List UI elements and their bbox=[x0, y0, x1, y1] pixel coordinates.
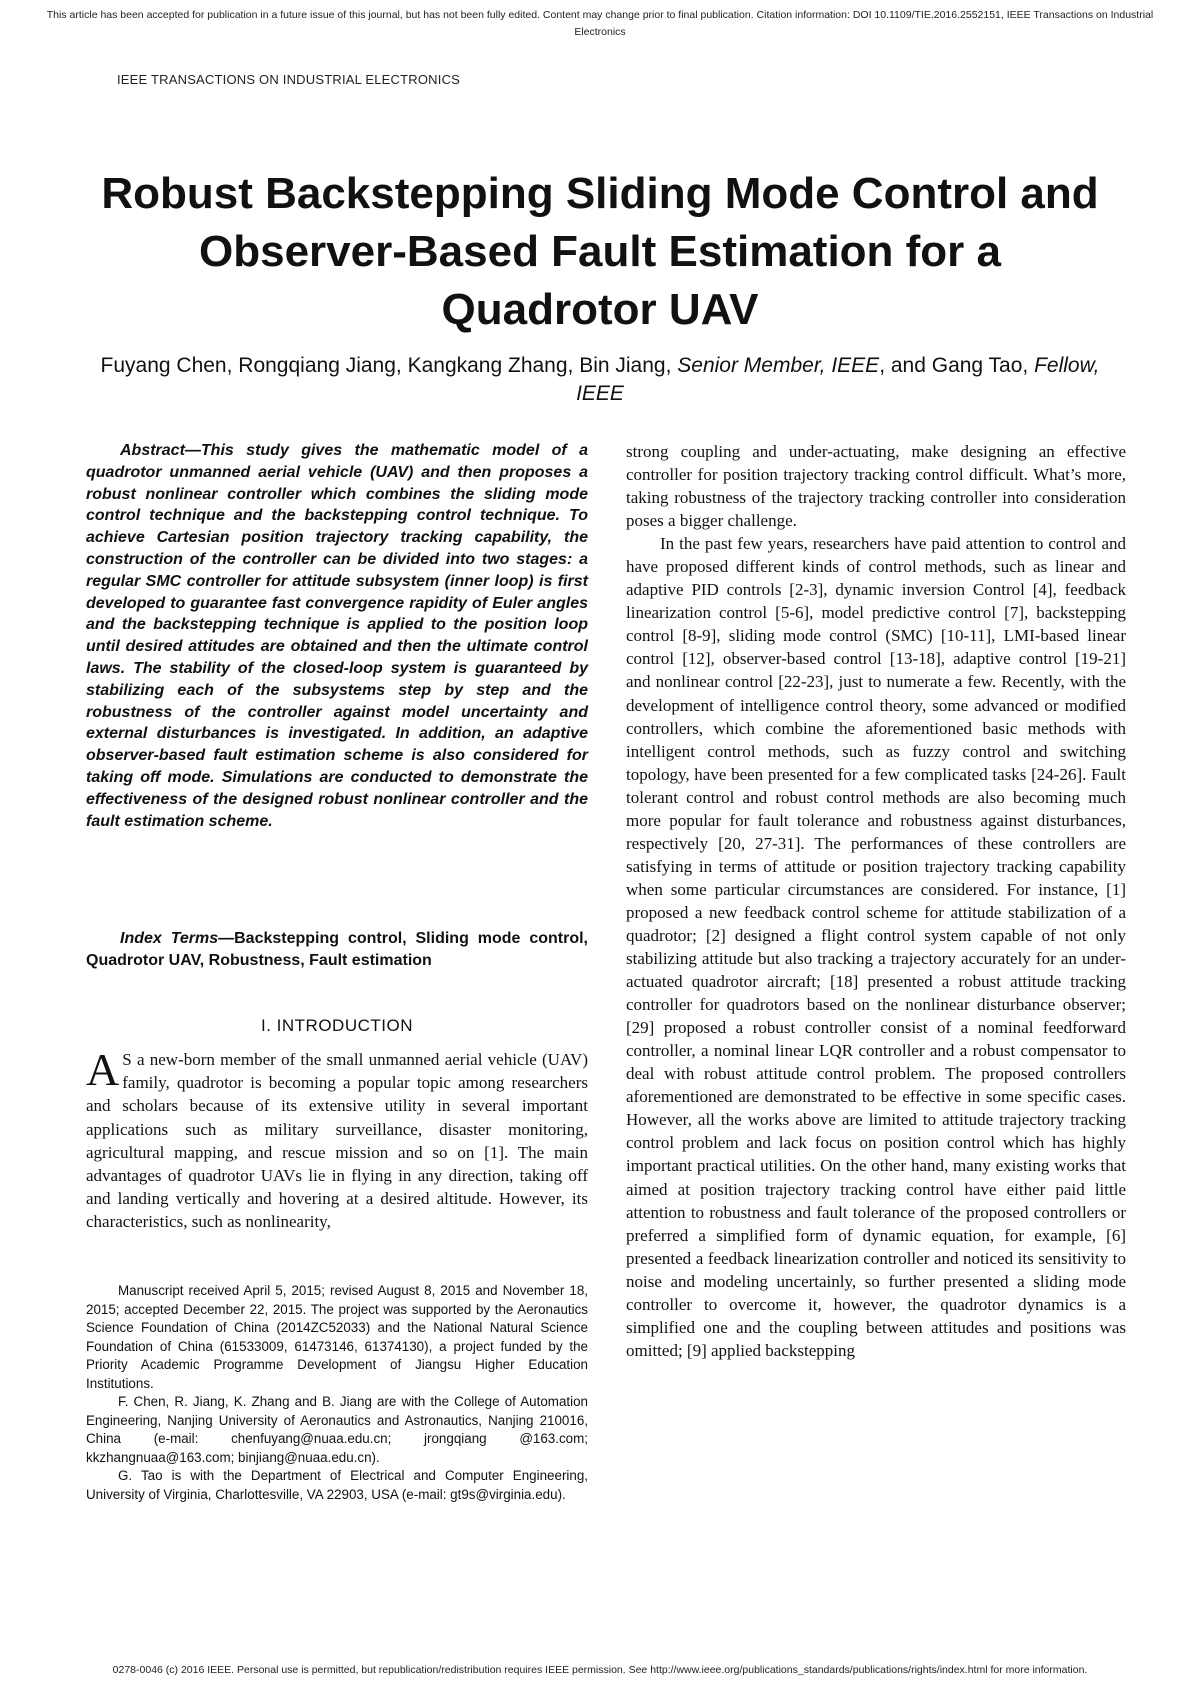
authors-part-1: Fuyang Chen, Rongqiang Jiang, Kangkang Zhang, Bin Jiang, bbox=[100, 354, 678, 377]
footnote-block bbox=[86, 1282, 588, 1504]
index-terms bbox=[86, 928, 588, 972]
index-terms-label: Index Terms— bbox=[120, 930, 235, 947]
index-terms-text: Backstepping control, Sliding mode control, Quadrotor UAV, Robustness, Fault estimation bbox=[86, 930, 588, 969]
footnote-manuscript: Manuscript received April 5, 2015; revised August 8, 2015 and November 18, 2015; accepted December 22, 2015. The project was supported by the Aeronautics Science Foundation of China (2014ZC52033) and the National Natural Science Foundation of China (61533009, 61473146, 61374130), a project funded by the Priority Academic Programme Development of Jiangsu Higher Education Institutions. bbox=[86, 1283, 588, 1391]
footnote-affiliation-uva: G. Tao is with the Department of Electrical and Computer Engineering, University of Virginia, Charlottesville, VA 22903, USA (e-mail: gt9s@virginia.edu). bbox=[86, 1468, 588, 1502]
footnote-affiliation-nuaa: F. Chen, R. Jiang, K. Zhang and B. Jiang are with the College of Automation Engineering, Nanjing University of Aeronautics and Astronautics, Nanjing 210016, China (e-mail: chenfuyang@nuaa.edu.cn; jrongqiang @163.com; kkzhangnuaa@163.com; binjiang@nuaa.edu.cn). bbox=[86, 1394, 588, 1465]
drop-cap: A bbox=[86, 1044, 120, 1095]
right-column-paragraph-2: In the past few years, researchers have paid attention to control and have proposed different kinds of control methods, such as linear and adaptive PID controls [2-3], dynamic inversion Control [4], feedback linearization control [5-6], model predictive control [7], backstepping control [8-9], sliding mode control (SMC) [10-11], LMI-based linear control [12], observer-based control [13-18], adaptive control [19-21] and nonlinear control [22-23], just to numerate a few. Recently, with the development of intelligence control theory, some advanced or modified controllers, which combine the aforementioned basic methods with intelligent control methods, such as fuzzy control and switching topology, have been presented for a few complicated tasks [24-26]. Fault tolerant control and robust control methods are also becoming much more popular for fault tolerance and robustness against disturbances, respectively [20, 27-31]. The performances of these controllers are satisfying in terms of attitude or position trajectory tracking capability when some particular circumstances are considered. For instance, [1] proposed a new feedback control scheme for attitude stabilization of a quadrotor; [2] designed a flight control system capable of not only stabilizing attitude but also tracking a trajectory accurately for an under-actuated quadrotor aircraft; [18] presented a robust attitude tracking controller for quadrotors based on the nonlinear disturbance observer; [29] proposed a robust controller consist of a nominal feedforward controller, a nominal linear LQR controller and a robust compensator to deal with robust attitude control problem. The proposed controllers aforementioned are demonstrated to be effective in some specific cases. However, all the works above are limited to attitude trajectory tracking control problem and lack focus on position control which has highly important practical utilities. On the other hand, many existing works that aimed at position trajectory tracking control have either paid little attention to robustness and fault tolerance of the proposed controllers or preferred a simplified form of dynamic equation, for example, [6] presented a feedback linearization controller and noticed its sensitivity to noise and modeling uncertainly, so further presented a sliding mode controller to overcome it, however, the quadrotor dynamics is a simplified one and the coupling between attitudes and positions was omitted; [9] applied backstepping bbox=[626, 534, 1126, 1360]
author-list bbox=[100, 352, 1100, 408]
abstract: Abstract—This study gives the mathematic model of a quadrotor unmanned aerial vehicle (UAV) and then proposes a robust nonlinear controller which combines the sliding mode control technique and the backstepping control technique. To achieve Cartesian position trajectory tracking capability, the construction of the controller can be divided into two stages: a regular SMC controller for attitude subsystem (inner loop) is first developed to guarantee fast convergence rapidity of Euler angles and the backstepping technique is applied to the position loop until desired attitudes are obtained and then the ultimate control laws. The stability of the closed-loop system is guaranteed by stabilizing each of the subsystems step by step and the robustness of the controller against model uncertainty and external disturbances is investigated. In addition, an adaptive observer-based fault estimation scheme is also considered for taking off mode. Simulations are conducted to demonstrate the effectiveness of the designed robust nonlinear controller and the fault estimation scheme. bbox=[86, 442, 588, 830]
authors-part-2: , and Gang Tao, bbox=[879, 354, 1035, 377]
introduction-text: S a new-born member of the small unmanned aerial vehicle (UAV) family, quadrotor is becoming a popular topic among researchers and scholars because of its extensive utility in several important applications such as military surveillance, disaster monitoring, agricultural mapping, and rescue mission and so on [1]. The main advantages of quadrotor UAVs lie in flying in any direction, taking off and landing vertically and hovering at a desired altitude. However, its characteristics, such as nonlinearity, bbox=[86, 1050, 588, 1232]
journal-running-head: IEEE TRANSACTIONS ON INDUSTRIAL ELECTRONICS bbox=[117, 72, 461, 87]
section-heading-introduction: I. INTRODUCTION bbox=[261, 1016, 413, 1035]
right-column bbox=[626, 440, 1126, 1362]
accepted-article-notice: This article has been accepted for publication in a future issue of this journal, but has not been fully edited. Content may change prior to final publication. Citation information: DOI 10.1109/TIE.2016.2552151, IEEE Transactions on Industrial Electronics bbox=[46, 9, 1154, 38]
introduction-paragraph bbox=[86, 1044, 588, 1234]
copyright-notice: 0278-0046 (c) 2016 IEEE. Personal use is permitted, but republication/redistribution requires IEEE permission. See http://www.ieee.org/publications_standards/publications/rights/index.html for more information. bbox=[112, 1664, 1088, 1676]
right-column-paragraph-1: strong coupling and under-actuating, make designing an effective controller for position trajectory tracking control difficult. What’s more, taking robustness of the trajectory tracking controller into consideration poses a bigger challenge. bbox=[626, 442, 1126, 531]
author-role-2: Fellow, IEEE bbox=[576, 354, 1100, 405]
author-role-1: Senior Member, IEEE bbox=[677, 354, 880, 377]
paper-title: Robust Backstepping Sliding Mode Control and Observer-Based Fault Estimation for a Quadrotor UAV bbox=[101, 169, 1099, 334]
